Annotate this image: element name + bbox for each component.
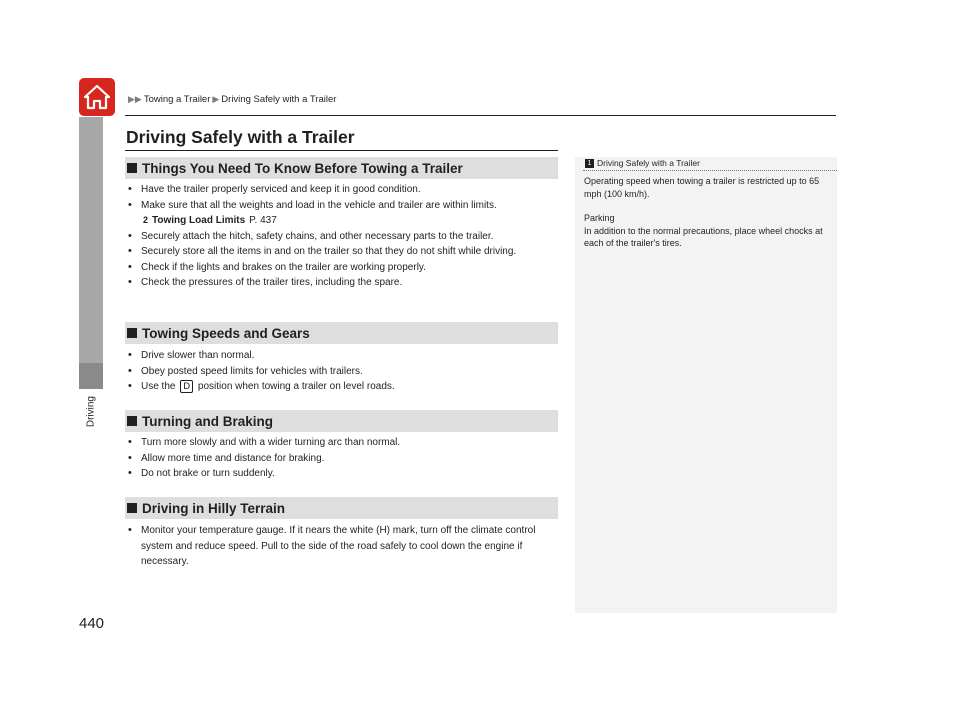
note-paragraph: Operating speed when towing a trailer is restricted up to 65 mph (100 km/h). xyxy=(584,176,820,199)
section-heading xyxy=(125,497,558,519)
bullet-icon: • xyxy=(128,198,132,211)
section-list xyxy=(128,182,560,291)
bullet-icon: • xyxy=(128,451,132,464)
list-item: • Use the D position when towing a trailer on level roads. xyxy=(128,379,560,395)
list-item: • Have the trailer properly serviced and keep it in good condition. xyxy=(128,182,560,198)
bullet-icon: • xyxy=(128,276,132,288)
bullet-icon: • xyxy=(128,260,132,273)
bullet-icon: • xyxy=(128,349,132,361)
section-list xyxy=(128,435,560,482)
page-title: Driving Safely with a Trailer xyxy=(126,127,355,147)
bullet-icon: • xyxy=(128,229,132,242)
list-item: • Allow more time and distance for braking. xyxy=(128,451,560,467)
bullet-icon: • xyxy=(128,436,132,448)
square-bullet-icon xyxy=(127,416,137,426)
section-title: Towing Speeds and Gears xyxy=(142,325,310,341)
list-item: • Obey posted speed limits for vehicles with trailers. xyxy=(128,364,560,380)
chevron-right-icon: ▶ xyxy=(212,94,220,104)
list-item: • Turn more slowly and with a wider turning arc than normal. xyxy=(128,435,560,451)
header-divider xyxy=(125,115,836,116)
breadcrumb-item-current[interactable]: Driving Safely with a Trailer xyxy=(221,94,337,105)
note-body xyxy=(584,175,829,250)
note-number-badge: 1 xyxy=(585,159,594,168)
bullet-icon: • xyxy=(128,245,132,257)
section-heading xyxy=(125,410,558,432)
note-heading xyxy=(585,158,700,168)
list-item: • Make sure that all the weights and load in the vehicle and trailer are within limits. xyxy=(128,198,560,214)
gear-d-symbol: D xyxy=(180,380,193,393)
bullet-icon: • xyxy=(128,380,132,392)
cross-reference-link[interactable]: 2 Towing Load Limits P. 437 xyxy=(128,213,560,229)
list-item: • Securely attach the hitch, safety chains, and other necessary parts to the trailer. xyxy=(128,229,560,245)
note-paragraph: In addition to the normal precautions, place wheel chocks at each of the trailer's tires. xyxy=(584,225,823,248)
square-bullet-icon xyxy=(127,503,137,513)
list-item: • Do not brake or turn suddenly. xyxy=(128,466,560,482)
chevron-right-icon: ▶▶ xyxy=(128,94,142,104)
note-subheading: Parking xyxy=(584,213,615,223)
section-list xyxy=(128,348,560,395)
home-button[interactable] xyxy=(79,78,115,116)
side-tab-marker xyxy=(79,363,103,389)
section-list xyxy=(128,523,560,570)
reference-arrow-icon: 2 xyxy=(143,215,149,225)
bullet-icon: • xyxy=(128,364,132,377)
section-heading xyxy=(125,157,558,179)
side-tab-label[interactable]: Driving xyxy=(85,396,97,428)
home-icon xyxy=(83,84,111,110)
title-divider xyxy=(125,150,558,151)
section-title: Things You Need To Know Before Towing a Trailer xyxy=(142,160,463,176)
section-title: Driving in Hilly Terrain xyxy=(142,500,286,516)
note-divider xyxy=(583,170,837,171)
side-tab-bar xyxy=(79,117,103,363)
list-item: • Securely store all the items in and on the trailer so that they do not shift while driving. xyxy=(128,244,560,260)
note-title: Driving Safely with a Trailer xyxy=(597,158,700,168)
list-item: • Check if the lights and brakes on the trailer are working properly. xyxy=(128,260,560,276)
square-bullet-icon xyxy=(127,328,137,338)
square-bullet-icon xyxy=(127,163,137,173)
breadcrumb xyxy=(128,94,336,105)
bullet-icon: • xyxy=(128,467,132,479)
bullet-icon: • xyxy=(128,183,132,195)
list-item: • Check the pressures of the trailer tires, including the spare. xyxy=(128,275,560,291)
section-title: Turning and Braking xyxy=(142,413,273,429)
bullet-icon: • xyxy=(128,524,132,536)
section-heading xyxy=(125,322,558,344)
list-item: • Monitor your temperature gauge. If it nears the white (H) mark, turn off the climate control system and reduce speed. Pull to the side of the road safely to cool down the engine if necessary. xyxy=(128,523,560,570)
page-number: 440 xyxy=(79,615,105,632)
list-item: • Drive slower than normal. xyxy=(128,348,560,364)
breadcrumb-item-towing[interactable]: Towing a Trailer xyxy=(143,94,211,105)
